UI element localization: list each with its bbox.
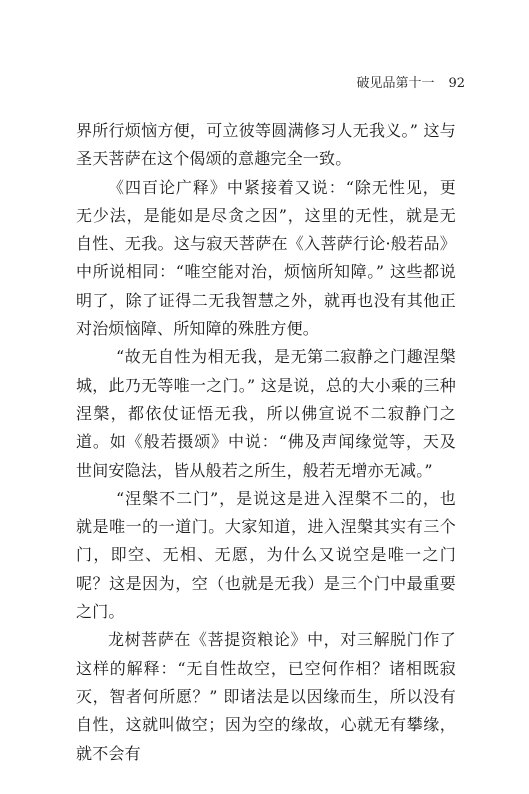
- running-header: [356, 76, 465, 92]
- paragraph-quote-nirvana-gate: “故无自性为相无我，是无第二寂静之门趣涅槃城，此乃无等唯一之门。” 这是说，总的大小乘的三种涅槃，都依仗证悟无我，所以佛宣说不二寂静门之道。如《般若摄颂》中说：“佛及声闻缘觉等，天及世间安隐法，皆从般若之所生，般若无增亦无减。”: [76, 347, 456, 480]
- paragraph-nagarjuna: 龙树菩萨在《菩提资粮论》中，对三解脱门作了这样的解释：“无自性故空，已空何作相？诸相既寂灭，智者何所愿？” 即诸法是以因缘而生，所以没有自性，这就叫做空；因为空的缘故，心就无有攀缘，就不会有: [76, 630, 456, 763]
- paragraph-nirvana-nondual: “涅槃不二门”，是说这是进入涅槃不二的，也就是唯一的一道门。大家知道，进入涅槃其实有三个门，即空、无相、无愿，为什么又说空是唯一之门呢？这是因为，空（也就是无我）是三个门中最重要之门。: [76, 488, 456, 622]
- paragraph-sibailun-commentary: 《四百论广释》中紧接着又说：“除无性见，更无少法，是能如是尽贪之因”，这里的无性，就是无自性、无我。这与寂天菩萨在《入菩萨行论·般若品》中所说相同：“唯空能对治，烦恼所知障。” 这些都说明了，除了证得二无我智慧之外，就再也没有其他正对治烦恼障、所知障的殊胜方便。: [76, 177, 456, 339]
- chapter-title: 破见品第十一: [356, 76, 435, 91]
- paragraph-continuation: 界所行烦恼方便，可立彼等圆满修习人无我义。” 这与圣天菩萨在这个偈颂的意趣完全一致。: [76, 121, 456, 169]
- page-number: 92: [448, 76, 465, 91]
- body-text: [76, 117, 456, 768]
